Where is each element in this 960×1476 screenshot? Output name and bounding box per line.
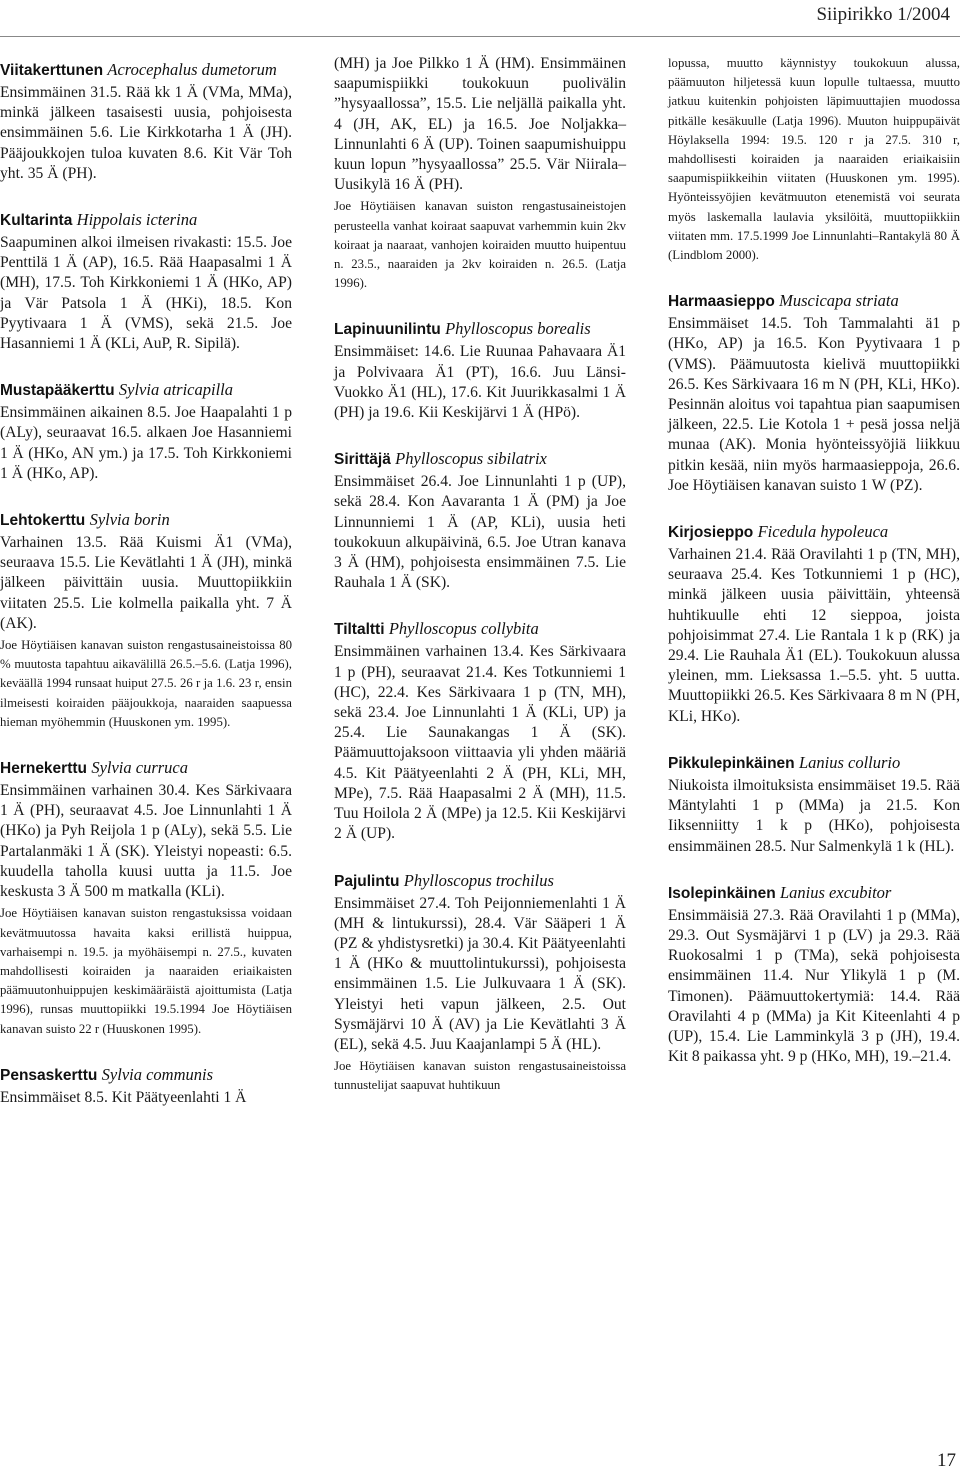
species-section	[0, 380, 292, 484]
species-text: Ensimmäinen varhainen 30.4. Kes Särkivaara 1 Ä (PH), seuraavat 4.5. Joe Linnunlahti 1 Ä (HKo) ja Pyh Reijola 1 p (ALy), sekä 5.5. Lie Partalanmäki 1 Ä (SK). Yleistyi nopeasti: 6.5. kuudella taholla kuusi uutta ja 11.5. Joe keskusta 3 Ä 500 m matkalla (KLi).	[0, 782, 292, 901]
species-section	[0, 758, 292, 1039]
continued-note: Joe Höytiäisen kanavan suiston rengastusaineistojen perusteella vanhat koiraat saapuvat varhemmin kuin 2kv koiraat ja naaraat, vanhojen koiraiden muutto huipentuu n. 23.5., naaraiden ja 2kv koiraiden n. 26.5. (Latja 1996).	[334, 199, 626, 291]
species-heading: Harmaasieppo Muscicapa striata	[668, 291, 899, 311]
species-section	[0, 60, 292, 184]
species-text: Saapuminen alkoi ilmeisen rivakasti: 15.5. Joe Penttilä 1 Ä (AP), 16.5. Rää Haapasalmi 1 Ä (MH), 17.5. Toh Kirkkoniemi 1 Ä (HKo, AP) ja Vär Patsola 1 Ä (HKi), 18.5. Kon Pyytivaara 1 Ä (VMS), sekä 21.5. Joe Hasanniemi 1 Ä (KLi, AuP, R. Sipilä).	[0, 234, 292, 353]
species-text: Ensimmäiset 8.5. Kit Päätyeenlahti 1 Ä	[0, 1088, 247, 1106]
species-text: Ensimmäisiä 27.3. Rää Oravilahti 1 p (MMa), 29.3. Out Sysmäjärvi 1 p (LV) ja 29.3. Rää Ruokosalmi 1 p (TMa), sekä pohjoisesta ensimmäinen 11.4. Nur Ylikylä 1 p (M. Timonen). Päämuuttokertymiä: 14.4. Rää Oravilahti 4 p (MMa) ja Kit Kiteenlahti 4 p (UP), 15.4. Lie Lamminkylä 3 p (JH), 19.4. Kit 8 paikassa yht. 9 p (HKo, MH), 19.–21.4.	[668, 906, 960, 1066]
species-section	[0, 1065, 292, 1108]
species-section	[334, 319, 626, 423]
page-number: 17	[937, 1450, 956, 1471]
species-heading: Lehtokerttu Sylvia borin	[0, 510, 170, 530]
species-heading: Sirittäjä Phylloscopus sibilatrix	[334, 449, 547, 469]
species-section	[668, 883, 960, 1068]
species-heading: Pikkulepinkäinen Lanius collurio	[668, 752, 901, 772]
species-text: Varhainen 21.4. Rää Oravilahti 1 p (TN, MH), seuraava 25.4. Kes Totkunniemi 1 p (HC), minkä jälkeen uusia päivittäin, yhteensä huhtikuulle ehti 12 sieppoa, joista pohjoisimmat 27.4. Lie Rantala 1 k p (RK) ja 29.4. Lie Rauhala Ä1 (EL). Toukokuun alussa yleinen, mm. Lieksassa 1.–5.5. yht. 5 uutta. Muuttopiikki 26.5. Kes Särkivaara 8 m N (PH, KLi, HKo).	[668, 546, 960, 725]
species-section	[334, 619, 626, 844]
column-2	[334, 54, 626, 1122]
species-text: Ensimmäinen aikainen 8.5. Joe Haapalahti 1 p (ALy), seuraavat 16.5. alkaen Joe Hasanniemi 1 Ä (HKo, AN ym.) ja 17.5. Toh Kirkkoniemi 1 Ä (HKo, AP).	[0, 404, 292, 482]
species-heading: Tiltaltti Phylloscopus collybita	[334, 619, 539, 639]
species-text: Ensimmäinen varhainen 13.4. Kes Särkivaara 1 p (PH), seuraavat 21.4. Kes Totkunniemi 1 (HC), 22.4. Kes Särkivaara 1 p (TN, MH), sekä 23.4. Joe Linnunlahti 1 Ä (KLi, UP) ja 25.4. Lie Saunakangas 1 Ä (SK). Päämuuttojaksoon viittaavia yli yhden määriä 4.5. Kit Päätyeenlahti 2 Ä (PH, KLi, MH, MPe), 7.5. Rää Haapasalmi 2 Ä (MH), 11.5. Tuu Hoilola 2 Ä (MPe) ja 12.5. Kii Keskijärvi 2 Ä (UP).	[334, 643, 626, 843]
species-text: Niukoista ilmoituksista ensimmäiset 19.5. Rää Mäntylahti 1 p (MMa) ja 21.5. Kon Iiksenniitty 1 k p (HKo), pohjoisesta ensimmäinen 28.5. Nur Salmenkylä 1 k (HL).	[668, 776, 960, 855]
column-3	[668, 54, 960, 1093]
species-text: Ensimmäiset 26.4. Joe Linnunlahti 1 p (UP), sekä 28.4. Kon Aavaranta 1 Ä (PM) ja Joe Linnunniemi 1 Ä (AP, KLi), uusia heti toukokuun alkupäivinä, 6.5. Joe Utran kanava 3 Ä (HM), pohjoisesta ensimmäinen 7.5. Lie Rauhala 1 Ä (SK).	[334, 473, 626, 592]
species-note: Joe Höytiäisen kanavan suiston rengastusaineistoissa 80 % muutosta tapahtuu aikavälillä 26.5.–5.6. (Latja 1996), keväällä 1994 runsaat huiput 27.5. 26 r ja 1.6. 23 r, ensin ilmeisesti koiraiden pääjoukkoja, naaraiden saapuessa hieman myöhemmin (Huuskonen ym. 1995).	[0, 638, 292, 729]
species-text: Ensimmäinen 31.5. Rää kk 1 Ä (VMa, MMa), minkä jälkeen tasaisesti uusia, pohjoisesta ensimmäinen 5.6. Lie Kirkkotarha 1 Ä (JH). Pääjoukkojen tuloa kuvaten 8.6. Kit Vär Toh yht. 35 Ä (PH).	[0, 84, 292, 182]
header-rule	[0, 36, 960, 37]
species-section	[0, 510, 292, 732]
species-note: Joe Höytiäisen kanavan suiston rengastusaineistoissa tunnustelijat saapuvat huhtikuun	[334, 1059, 626, 1093]
column-1	[0, 54, 292, 1134]
species-heading: Viitakerttunen Acrocephalus dumetorum	[0, 60, 277, 79]
species-heading: Kirjosieppo Ficedula hypoleuca	[668, 522, 889, 542]
species-heading: Kultarinta Hippolais icterina	[0, 210, 198, 230]
continued-note: lopussa, muutto käynnistyy toukokuun alussa, päämuuton hiljetessä kuun lopulle tultaessa, muutto jatkuu kuitenkin pohjoisten läpimuuttajien muodossa pitkälle kesäkuulle (Latja 1996). Muuton huippupäivät Höylaksella 1994: 19.5. 120 r ja 27.5. 310 r, mahdollisesti koiraiden ja naaraiden eriaikaisiin saapumispiikkeihin viitaten (Huuskonen ym. 1995). Hyönteissyöjien kevätmuuton etenemistä voi seurata myös laskemalla laulavia yksilöitä, muuttopiikkiin viitaten mm. 17.5.1999 Joe Linnunlahti–Rantakylä 80 Ä (Lindblom 2000).	[668, 56, 960, 263]
species-section	[668, 522, 960, 727]
page-header	[0, 0, 960, 36]
journal-title: Siipirikko 1/2004	[816, 4, 950, 25]
species-section	[334, 871, 626, 1096]
species-heading: Pajulintu Phylloscopus trochilus	[334, 870, 554, 890]
species-heading: Mustapääkerttu Sylvia atricapilla	[0, 380, 233, 400]
species-text: Ensimmäiset: 14.6. Lie Ruunaa Pahavaara Ä1 ja Polvivaara Ä1 (PT), 16.6. Juu Länsi-Vuokko Ä1 (HL), 17.6. Kit Juurikkasalmi 1 Ä (PH) ja 19.6. Kii Keskijärvi 1 Ä (HPö).	[334, 343, 626, 422]
species-section	[668, 753, 960, 857]
species-text: Varhainen 13.5. Rää Kuismi Ä1 (VMa), seuraava 15.5. Lie Kevätlahti 1 Ä (JH), minkä jälkeen päivittäin uusia. Muuttopiikkiin viitaten 25.5. Lie kolmella paikalla yht. 7 Ä (AK).	[0, 534, 292, 632]
species-section	[668, 291, 960, 496]
species-heading: Hernekerttu Sylvia curruca	[0, 758, 188, 778]
species-note: Joe Höytiäisen kanavan suiston rengastuksissa voidaan kevätmuutossa havaita kaksi erillistä huippua, varhaisempi n. 19.5. ja myöhäisempi n. 27.5., kuvaten mahdollisesti koiraiden ja naaraiden eriaikaisten päämuutonhuippujen keskimääräistä ajoittumista (Latja 1996), runsas muuttopiikki 19.5.1994 Joe Höytiäisen kanavan suisto 22 r (Huuskonen 1995).	[0, 906, 292, 1036]
species-heading: Isolepinkäinen Lanius excubitor	[668, 882, 892, 902]
species-section	[334, 449, 626, 593]
species-heading: Pensaskerttu Sylvia communis	[0, 1064, 214, 1084]
continued-text: (MH) ja Joe Pilkko 1 Ä (HM). Ensimmäinen saapumispiikki toukokuun puolivälin ”hysyaallossa”, 15.5. Lie neljällä paikalla yht. 4 (JH, AK, EL) ja 16.5. Joe Noljakka–Linnunlahti 6 Ä (UP). Toinen saapumishuippu kuun lopun ”hysyaallossa” 25.5. Vär Niirala–Uusikylä 16 Ä (PH).	[334, 55, 626, 194]
species-text: Ensimmäiset 14.5. Toh Tammalahti ä1 p (HKo, AP) ja 16.5. Kon Pyytivaara 1 p (VMS). Päämuutosta kielivä muuttopiikki 26.5. Kes Särkivaara 16 m N (PH, KLi, HKo). Pesinnän aloitus voi tapahtua pian saapumisen jälkeen, 22.5. Lie Kotola 1 + pesä jossa neljä munaa (AK). Monia hyönteissyöjiä liikkuu pitkin kesää, niin myös harmaasieppoja, 26.6. Joe Höytiäisen kanavan suisto 1 W (PZ).	[668, 315, 960, 494]
species-text: Ensimmäiset 27.4. Toh Peijonniemenlahti 1 Ä (MH & lintukurssi), 28.4. Vär Sääperi 1 Ä (PZ & yhdistysretki) ja 30.4. Kit Päätyeenlahti 1 Ä (HKo & muuttolintukurssi), pohjoisesta ensimmäinen 1.5. Lie Julkuvaara 1 Ä (SK). Yleistyi heti vapun jälkeen, 2.5. Out Sysmäjärvi 10 Ä (AV) ja Lie Kevätlahti 3 Ä (EL), sekä 4.5. Juu Kaajanlampi 5 Ä (HL).	[334, 894, 626, 1053]
species-section	[0, 210, 292, 354]
species-heading: Lapinuunilintu Phylloscopus borealis	[334, 319, 591, 339]
